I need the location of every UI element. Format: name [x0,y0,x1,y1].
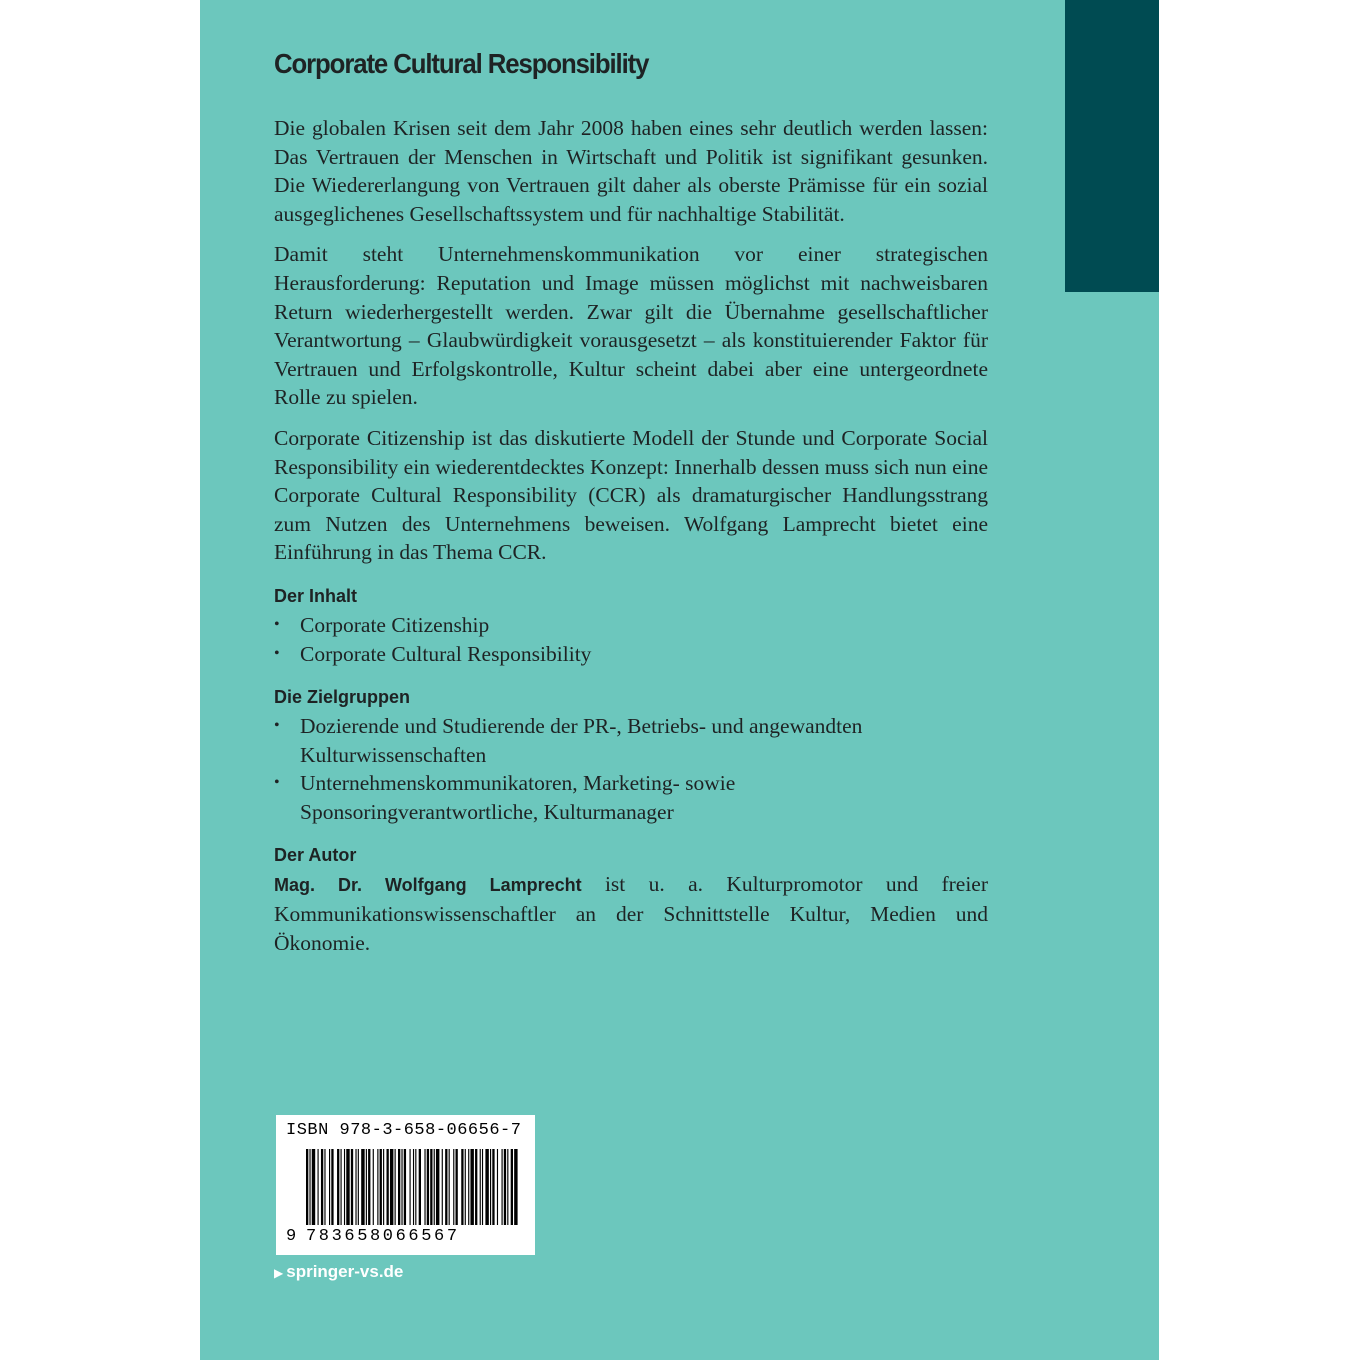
barcode-bar [413,1149,414,1225]
barcode-bar [351,1149,353,1225]
barcode-bar [475,1149,477,1225]
barcode-bar [434,1149,435,1225]
barcode-bar [337,1149,339,1225]
barcode-bar [504,1149,506,1225]
publisher-link[interactable] [274,1262,403,1282]
blurb-paragraph-2: Damit steht Unternehmenskommunikation vor einer strategischen Herausforderung: Reputation und Image müssen möglichst mit nachweisbaren Return wiederhergestellt werden. Zwar gilt die Übernahme gesellschaftlicher Verantwortung – Glaubwürdigkeit vorausgesetzt – als konstituierender Faktor für Vertrauen und Erfolgskontrolle, Kultur scheint dabei aber eine untergeordnete Rolle zu spielen. [274,242,988,410]
list-item: • Corporate Citizenship [274,611,988,640]
isbn-label: ISBN 978-3-658-06656-7 [286,1121,522,1140]
barcode-bar [480,1149,481,1225]
barcode-bar [404,1149,406,1225]
author-name: Mag. Dr. Wolfgang Lamprecht [274,875,582,896]
barcode-bar [419,1149,421,1225]
dark-corner-band [1065,0,1159,292]
barcode-bar [309,1149,310,1225]
audience-list [274,712,988,826]
author-heading: Der Autor [274,845,357,866]
isbn-barcode [276,1115,535,1255]
barcode-bar [410,1149,411,1225]
barcode-bar [361,1149,364,1225]
barcode-bar [366,1149,367,1225]
list-item: • Dozierende und Studierende der PR-, Betriebs- und angewandten Kulturwissenschaften [274,712,930,769]
publisher-url: springer-vs.de [286,1262,404,1281]
barcode-bar [401,1149,402,1225]
barcode-bar [485,1149,488,1225]
barcode-bar [445,1149,447,1225]
barcode-bar [449,1149,450,1225]
blurb-paragraph-1: Die globalen Krisen seit dem Jahr 2008 haben eines sehr deutlich werden lassen: Das Vertrauen der Menschen in Wirtschaft und Politik ist signifikant gesunken. Die Wiedererlangung von Vertrauen gilt daher als oberste Prämisse für ein sozial ausgeglichenes Gesellschaftssystem und für nachhaltige Stabilität. [274,116,988,226]
barcode-first-digit: 9 [286,1227,297,1246]
barcode-bar [341,1149,342,1225]
barcode-bar [355,1149,356,1225]
barcode-bar [465,1149,466,1225]
barcode-bar [312,1149,315,1225]
barcode-bar [318,1149,319,1225]
barcode-bar [470,1149,473,1225]
barcode-bar [368,1149,370,1225]
play-arrow-icon: ▶ [274,1266,284,1280]
barcode-bar [424,1149,425,1225]
cover-text [274,44,988,957]
blurb-paragraph-3: Corporate Citizenship ist das diskutierte Modell der Stunde und Corporate Social Responsibility ein wiederentdecktes Konzept: Innerhalb dessen muss sich nun eine Corporate Cultural Responsibility (CCR) als dramaturgischer Handlungsstrang zum Nutzen des Unternehmens beweisen. Wolfgang Lamprecht bietet eine Einführung in das Thema CCR. [274,425,988,565]
barcode-bar [453,1149,454,1225]
barcode-bars [306,1149,521,1229]
contents-heading: Der Inhalt [274,585,358,606]
barcode-bar [507,1149,508,1225]
barcode-bar [383,1149,384,1225]
author-bio-paragraph [274,870,988,957]
author-bio: ist u. a. Kulturpromotor und freier Kommunikationswissenschaftler an der Schnittstelle Kultur, Medien und Ökonomie. [274,872,988,955]
barcode-bar [436,1149,439,1225]
barcode-bar [442,1149,443,1225]
barcode-bar [497,1149,498,1225]
barcode-bar [502,1149,503,1225]
barcode-bar [321,1149,323,1225]
barcode-digits: 783658066567 [306,1227,460,1246]
audience-heading: Die Zielgruppen [274,687,411,708]
barcode-bar [373,1149,374,1225]
barcode-bar [482,1149,483,1225]
barcode-bar [387,1149,389,1225]
barcode-bar [490,1149,491,1225]
barcode-bar [415,1149,416,1225]
barcode-bar [380,1149,382,1225]
contents-list [274,611,988,668]
barcode-bar [346,1149,349,1225]
book-title: Corporate Cultural Responsibility [274,48,649,79]
barcode-bar [358,1149,359,1225]
barcode-bar [390,1149,393,1225]
barcode-bar [329,1149,330,1225]
barcode-bar [306,1149,308,1225]
barcode-bar [492,1149,494,1225]
barcode-bar [461,1149,463,1225]
barcode-bar [398,1149,400,1225]
barcode-bar [324,1149,325,1225]
barcode-bar [468,1149,469,1225]
barcode-bar [430,1149,432,1225]
barcode-bar [511,1149,513,1225]
barcode-bar [344,1149,345,1225]
list-item: • Corporate Cultural Responsibility [274,640,988,669]
list-item: • Unternehmenskommunikatoren, Marketing- sowie Sponsoringverantwortliche, Kulturmanager [274,769,820,826]
barcode-bar [377,1149,378,1225]
barcode-bar [427,1149,429,1225]
barcode-bar [395,1149,396,1225]
barcode-bar [514,1149,517,1225]
barcode-bar [331,1149,333,1225]
barcode-bar [456,1149,458,1225]
